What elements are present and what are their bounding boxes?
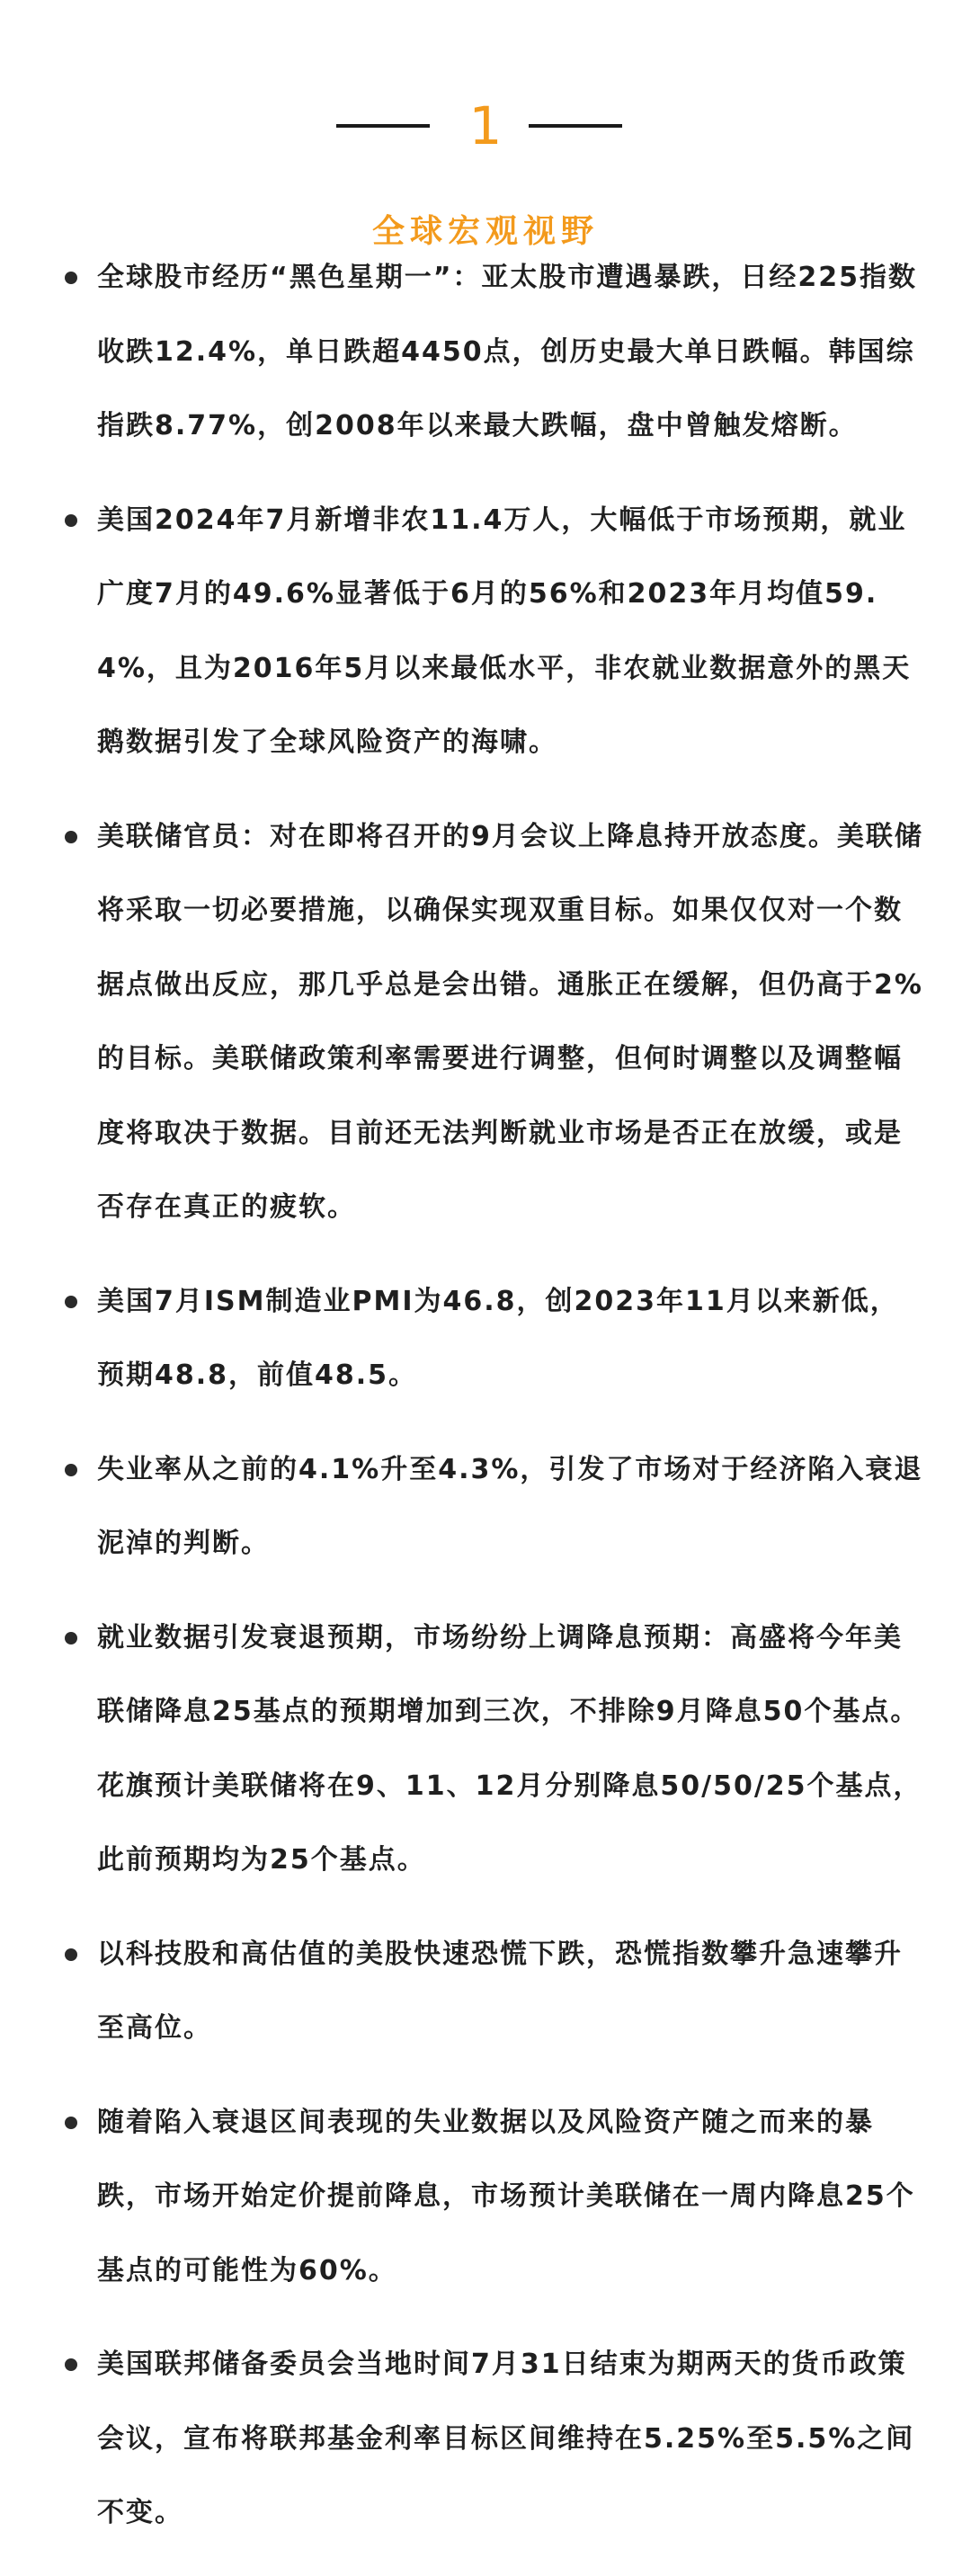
- bullet-text: 美国联邦储备委员会当地时间7月31日结束为期两天的货币政策会议，宣布将联邦基金利率目标区间维持在5.25%至5.5%之间不变。: [97, 2349, 915, 2528]
- bullet-dot-icon: [65, 272, 77, 284]
- bullet-item: [61, 800, 924, 1245]
- bullet-text: 随着陷入衰退区间表现的失业数据以及风险资产随之而来的暴跌，市场开始定价提前降息，市场预计美联储在一周内降息25个基点的可能性为60%。: [97, 2106, 915, 2286]
- bullet-item: [61, 1433, 924, 1582]
- bullet-item: [61, 1601, 924, 1898]
- section-number: 1: [468, 95, 503, 156]
- bullet-list: [61, 241, 924, 2571]
- bullet-dot-icon: [65, 831, 77, 843]
- bullet-dot-icon: [65, 1632, 77, 1645]
- bullet-text: 美国2024年7月新增非农11.4万人，大幅低于市场预期，就业广度7月的49.6%显著低于6月的56%和2023年月均值59.4%，且为2016年5月以来最低水平，非农就业数据意外的黑天鹅数据引发了全球风险资产的海啸。: [97, 504, 912, 758]
- bullet-item: [61, 2086, 924, 2309]
- bullet-text: 美国7月ISM制造业PMI为46.8，创2023年11月以来新低，预期48.8，前值48.5。: [97, 1285, 899, 1391]
- bullet-dot-icon: [65, 2358, 77, 2371]
- bullet-text: 失业率从之前的4.1%升至4.3%，引发了市场对于经济陷入衰退泥淖的判断。: [97, 1453, 923, 1559]
- bullet-item: [61, 484, 924, 780]
- header-divider-left: [336, 124, 430, 128]
- bullet-item: [61, 2328, 924, 2551]
- bullet-text: 全球股市经历“黑色星期一”：亚太股市遭遇暴跌，日经225指数收跌12.4%，单日跌超4450点，创历史最大单日跌幅。韩国综指跌8.77%，创2008年以来最大跌幅，盘中曾触发熔断。: [97, 262, 918, 441]
- bullet-dot-icon: [65, 1948, 77, 1961]
- bullet-text: 美联储官员：对在即将召开的9月会议上降息持开放态度。美联储将采取一切必要措施，以确保实现双重目标。如果仅仅对一个数据点做出反应，那几乎总是会出错。通胀正在缓解，但仍高于2%的目标。美联储政策利率需要进行调整，但何时调整以及调整幅度将取决于数据。目前还无法判断就业市场是否正在放缓，或是否存在真正的疲软。: [97, 820, 923, 1223]
- bullet-text: 以科技股和高估值的美股快速恐慌下跌，恐慌指数攀升急速攀升至高位。: [97, 1938, 903, 2044]
- bullet-dot-icon: [65, 1296, 77, 1308]
- section-header: [0, 90, 971, 162]
- bullet-item: [61, 1265, 924, 1413]
- section-title: 全球宏观视野: [371, 213, 599, 251]
- bullet-dot-icon: [65, 514, 77, 527]
- bullet-dot-icon: [65, 1464, 77, 1476]
- bullet-item: [61, 241, 924, 464]
- header-divider-right: [529, 124, 622, 128]
- bullet-item: [61, 1918, 924, 2066]
- bullet-text: 就业数据引发衰退预期，市场纷纷上调降息预期：高盛将今年美联储降息25基点的预期增加到三次，不排除9月降息50个基点。花旗预计美联储将在9、11、12月分别降息50/50/25个基点，此前预期均为25个基点。: [97, 1621, 922, 1876]
- bullet-dot-icon: [65, 2117, 77, 2129]
